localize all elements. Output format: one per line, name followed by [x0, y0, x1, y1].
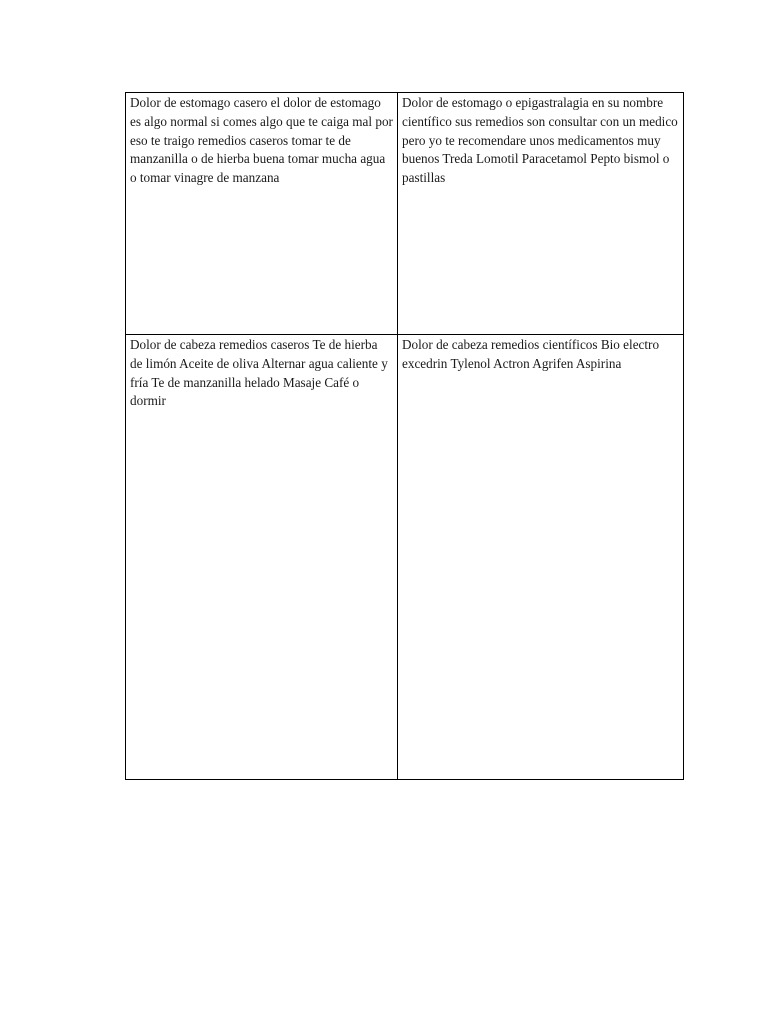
table-row-stomach	[126, 93, 684, 335]
cell-stomach-medical-remedies: Dolor de estomago o epigastralagia en su nombre científico sus remedios son consultar con un medico pero yo te recomendare unos medicamentos muy buenos Treda Lomotil Paracetamol Pepto bismol o pastillas	[398, 93, 684, 335]
remedies-table-body	[126, 93, 684, 780]
cell-stomach-home-remedies: Dolor de estomago casero el dolor de estomago es algo normal si comes algo que te caiga mal por eso te traigo remedios caseros tomar te de manzanilla o de hierba buena tomar mucha agua o tomar vinagre de manzana	[126, 93, 398, 335]
cell-headache-medical-remedies: Dolor de cabeza remedios científicos Bio electro excedrin Tylenol Actron Agrifen Aspirina	[398, 335, 684, 780]
table-row-headache	[126, 335, 684, 780]
cell-headache-home-remedies: Dolor de cabeza remedios caseros Te de hierba de limón Aceite de oliva Alternar agua caliente y fría Te de manzanilla helado Masaje Café o dormir	[126, 335, 398, 780]
remedies-table	[125, 92, 684, 780]
